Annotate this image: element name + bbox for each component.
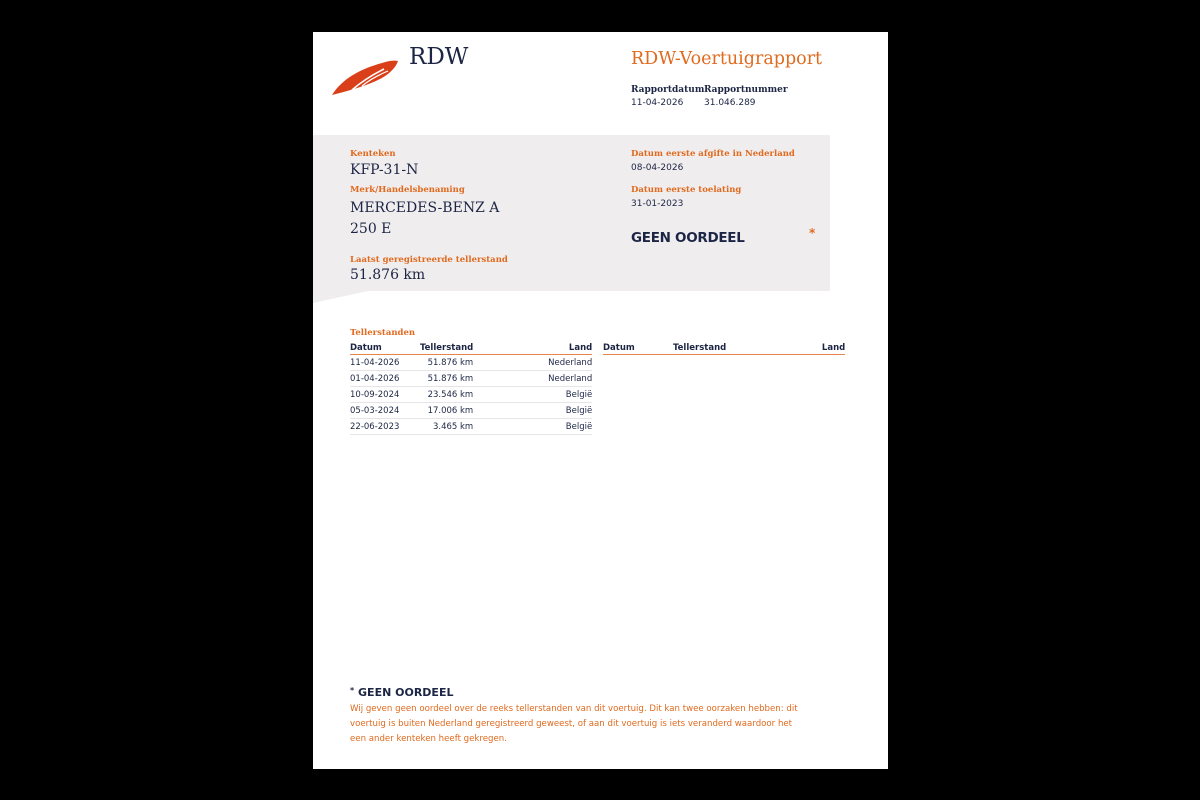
row-date: 05-03-2024	[350, 403, 420, 419]
odometer-table	[350, 342, 592, 435]
row-reading: 23.546 km	[420, 387, 473, 403]
table-row	[350, 387, 592, 403]
brand-name: RDW	[409, 44, 469, 70]
column-header-country: Land	[473, 342, 592, 355]
rdw-logo-icon	[330, 57, 400, 99]
table-row	[350, 371, 592, 387]
table-header-row	[350, 342, 592, 355]
column-header-date: Datum	[603, 342, 673, 355]
footnote-title	[350, 686, 453, 699]
row-date: 11-04-2026	[350, 355, 420, 371]
column-header-reading: Tellerstand	[420, 342, 474, 353]
column-header-date: Datum	[350, 342, 420, 355]
table-header-row	[603, 342, 845, 355]
row-country: België	[473, 419, 592, 435]
table-row	[350, 419, 592, 435]
report-title: RDW-Voertuigrapport	[631, 49, 823, 69]
odometer-table-continuation	[603, 342, 845, 355]
first-admission-label: Datum eerste toelating	[631, 185, 742, 195]
first-admission-value: 31-01-2023	[631, 199, 684, 209]
report-date-block	[631, 85, 704, 108]
table-row	[350, 403, 592, 419]
first-issue-nl-label: Datum eerste afgifte in Nederland	[631, 149, 795, 159]
row-reading: 17.006 km	[420, 403, 473, 419]
row-country: Nederland	[473, 355, 592, 371]
panel-notch	[313, 291, 368, 303]
first-issue-nl-value: 08-04-2026	[631, 163, 684, 173]
row-date: 10-09-2024	[350, 387, 420, 403]
report-number: 31.046.289	[704, 98, 756, 108]
report-date-label: Rapportdatum	[631, 85, 705, 95]
odometer-section-title: Tellerstanden	[350, 328, 416, 338]
make-value-line2: 250 E	[350, 221, 392, 237]
table-row	[350, 355, 592, 371]
row-date: 22-06-2023	[350, 419, 420, 435]
report-number-label: Rapportnummer	[704, 85, 788, 95]
plate-label: Kenteken	[350, 149, 396, 159]
footnote-title-text: GEEN OORDEEL	[358, 686, 454, 699]
row-country: België	[473, 403, 592, 419]
report-number-block	[704, 85, 788, 108]
row-reading: 3.465 km	[420, 419, 473, 435]
plate-value: KFP-31-N	[350, 162, 419, 178]
footnote-mark: *	[350, 686, 355, 695]
report-page	[313, 32, 888, 769]
verdict-footnote-mark: *	[809, 226, 816, 240]
footnote-text: Wij geven geen oordeel over de reeks tellerstanden van dit voertuig. Dit kan twee oorzaken hebben: dit voertuig is buiten Nederland geregistreerd geweest, of aan dit voertuig is iets veranderd waardoor het een ander kenteken heeft gekregen.	[350, 704, 798, 744]
report-date: 11-04-2026	[631, 98, 684, 108]
column-header-reading: Tellerstand	[673, 342, 727, 353]
make-value-line1: MERCEDES-BENZ A	[350, 200, 500, 216]
odometer-label: Laatst geregistreerde tellerstand	[350, 255, 508, 265]
row-country: Nederland	[473, 371, 592, 387]
verdict: GEEN OORDEEL	[631, 230, 745, 246]
row-reading: 51.876 km	[420, 355, 473, 371]
row-country: België	[473, 387, 592, 403]
odometer-value: 51.876 km	[350, 267, 426, 283]
row-date: 01-04-2026	[350, 371, 420, 387]
column-header-country: Land	[726, 342, 845, 355]
make-label: Merk/Handelsbenaming	[350, 185, 465, 195]
row-reading: 51.876 km	[420, 371, 473, 387]
